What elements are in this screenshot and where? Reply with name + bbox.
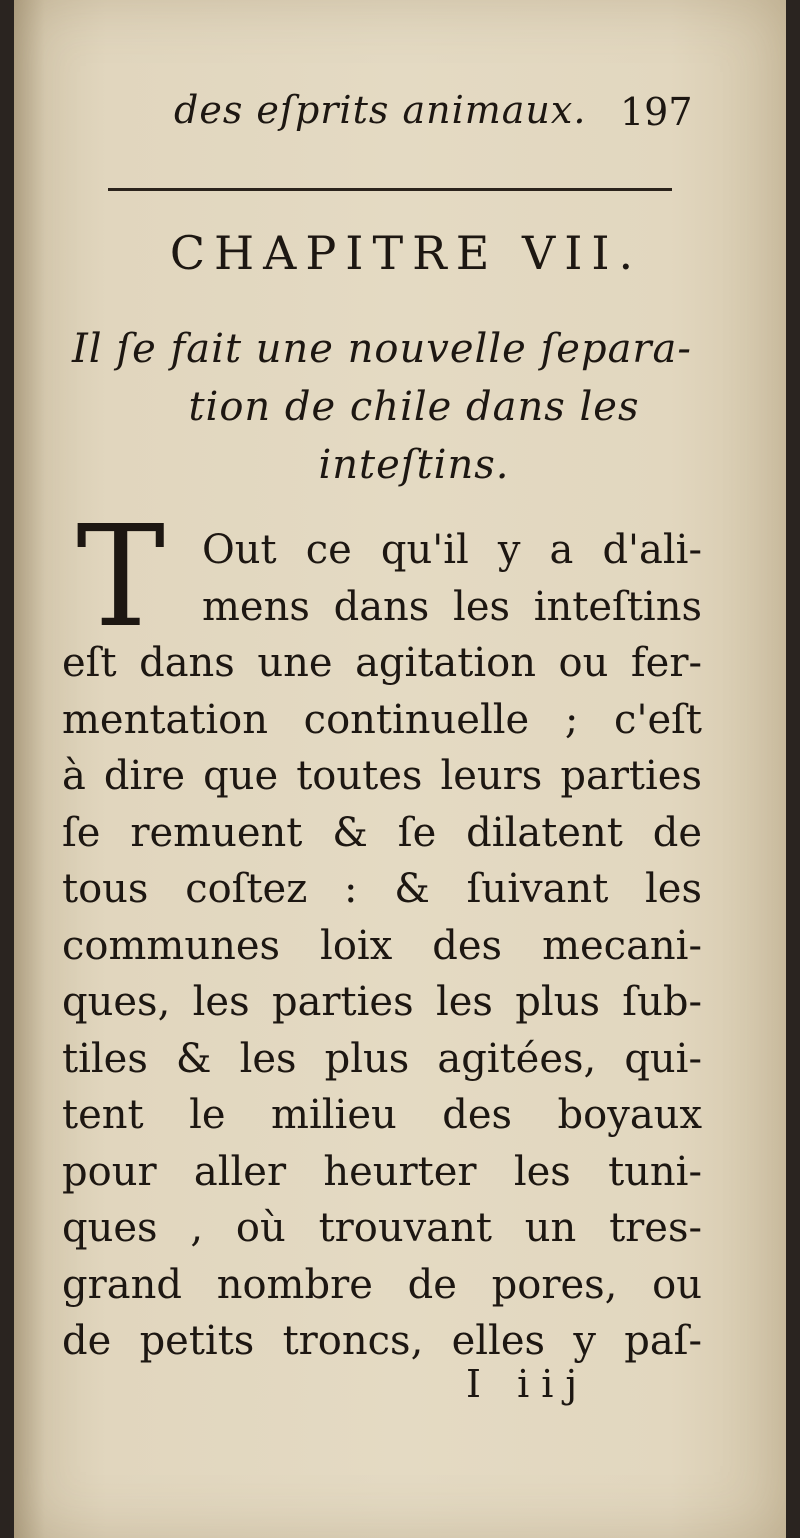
text-line: mens dans les inteſtins (202, 583, 702, 630)
text-line: mentation continuelle ; c'eſt (62, 696, 702, 743)
body-text (62, 522, 702, 1370)
text-line: communes loix des mecani- (62, 922, 702, 969)
book-page (14, 0, 786, 1538)
text-line: tiles & les plus agitées, qui- (62, 1035, 702, 1082)
text-line: ſe remuent & ſe dilatent de (62, 809, 702, 856)
drop-cap: T (76, 496, 166, 659)
header-rule (108, 188, 672, 191)
text-line: grand nombre de pores, ou (62, 1261, 702, 1308)
running-title: des eſprits animaux. (174, 88, 587, 132)
text-line: tous coſtez : & ſuivant les (62, 866, 702, 912)
subtitle-line: inteſtins. (318, 442, 510, 488)
text-line: ques, les parties les plus ſub- (62, 979, 702, 1025)
text-line: eſt dans une agitation ou fer- (62, 640, 702, 686)
page-number: 197 (620, 90, 693, 134)
subtitle-line: Il ſe fait une nouvelle ſepara- (72, 326, 692, 372)
text-line: à dire que toutes leurs parties (62, 753, 702, 799)
chapter-heading: CHAPITRE VII. (169, 226, 643, 280)
subtitle-line: tion de chile dans les (188, 384, 640, 430)
text-line: tent le milieu des boyaux (62, 1092, 702, 1138)
text-line: pour aller heurter les tuni- (62, 1148, 702, 1195)
text-line: Out ce qu'il y a d'ali- (202, 527, 702, 573)
text-line: ques , où trouvant un tres- (62, 1205, 702, 1251)
running-head (14, 88, 786, 148)
text-line: de petits troncs, elles y paſ- (62, 1318, 702, 1364)
signature-mark: I iij (466, 1362, 590, 1406)
chapter-subtitle (54, 320, 774, 494)
